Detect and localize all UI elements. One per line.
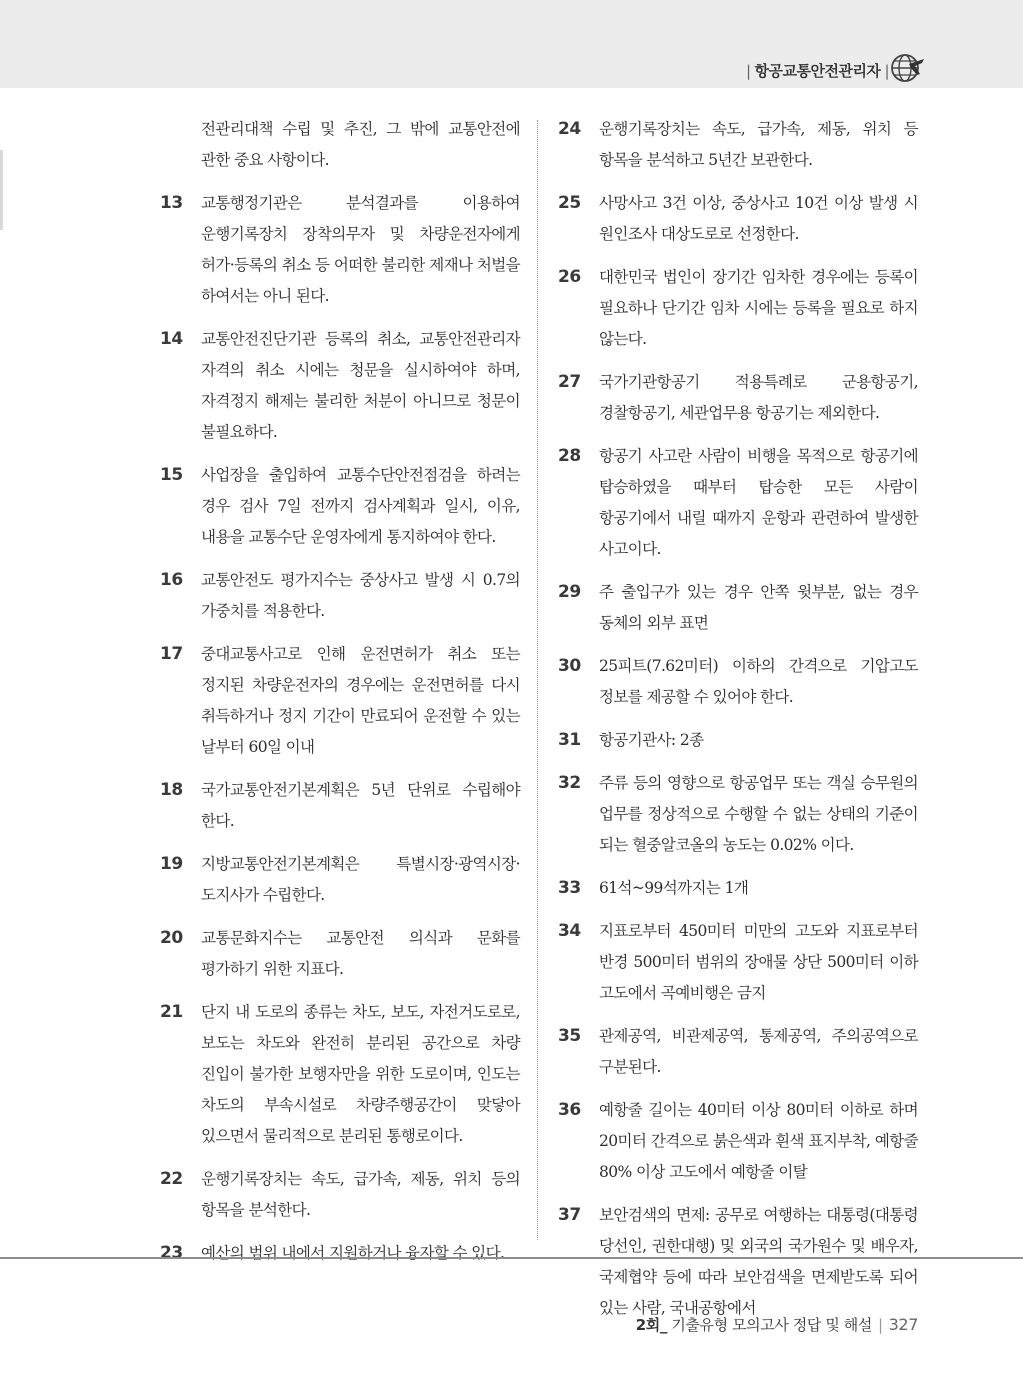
item-text: 교통행정기관은 분석결과를 이용하여 운행기록장치 장착의무자 및 차량운전자에게 허가·등록의 취소 등 어떠한 불리한 제재나 처벌을 하여서는 아니 된다. bbox=[201, 194, 520, 305]
list-item bbox=[558, 114, 918, 176]
list-item bbox=[558, 577, 918, 639]
item-text: 국가기관항공기 적용특례로 군용항공기, 경찰항공기, 세관업무용 항공기는 제외한다. bbox=[599, 373, 918, 422]
item-text: 61석~99석까지는 1개 bbox=[599, 879, 749, 897]
list-item bbox=[558, 262, 918, 355]
item-number: 21 bbox=[160, 1002, 183, 1022]
item-number: 34 bbox=[558, 921, 581, 941]
list-item bbox=[558, 725, 918, 756]
column-divider bbox=[537, 120, 538, 1240]
list-item bbox=[160, 1164, 520, 1226]
item-number: 25 bbox=[558, 193, 581, 213]
item-number: 16 bbox=[160, 570, 183, 590]
list-item bbox=[160, 775, 520, 837]
item-number: 13 bbox=[160, 193, 183, 213]
item-text: 교통안전진단기관 등록의 취소, 교통안전관리자 자격의 취소 시에는 청문을 실시하여야 하며, 자격정지 해제는 불리한 처분이 아니므로 청문이 불필요하다. bbox=[201, 330, 520, 441]
list-item bbox=[558, 441, 918, 565]
list-item bbox=[160, 639, 520, 763]
item-number: 17 bbox=[160, 644, 183, 664]
item-text: 항공기 사고란 사람이 비행을 목적으로 항공기에 탑승하였을 때부터 탑승한 모든 사람이 항공기에서 내릴 때까지 운항과 관련하여 발생한 사고이다. bbox=[599, 447, 918, 558]
item-number: 36 bbox=[558, 1100, 581, 1120]
item-text: 관제공역, 비관제공역, 통제공역, 주의공역으로 구분된다. bbox=[599, 1027, 918, 1076]
list-item bbox=[558, 873, 918, 904]
list-item bbox=[160, 849, 520, 911]
list-item bbox=[558, 768, 918, 861]
left-column bbox=[160, 114, 520, 1281]
page-footer: 2회_ 기출유형 모의고사 정답 및 해설 | 327 bbox=[635, 1315, 918, 1334]
item-text: 중대교통사고로 인해 운전면허가 취소 또는 정지된 차량운전자의 경우에는 운전면허를 다시 취득하거나 정지 기간이 만료되어 운전할 수 있는 날부터 60일 이내 bbox=[201, 645, 520, 756]
item-text: 항공기관사: 2종 bbox=[599, 731, 704, 749]
item-number: 29 bbox=[558, 582, 581, 602]
list-item bbox=[160, 565, 520, 627]
item-text: 주류 등의 영향으로 항공업무 또는 객실 승무원의 업무를 정상적으로 수행할 수 없는 상태의 기준이 되는 혈중알코올의 농도는 0.02% 이다. bbox=[599, 774, 918, 854]
item-text: 교통문화지수는 교통안전 의식과 문화를 평가하기 위한 지표다. bbox=[201, 929, 520, 978]
item-number: 37 bbox=[558, 1205, 581, 1225]
item-text: 보안검색의 면제: 공무로 여행하는 대통령(대통령 당선인, 권한대행) 및 외국의 국가원수 및 배우자, 국제협약 등에 따라 보안검색을 면제받도록 되어 있는 사람, 국내공항에서 bbox=[599, 1206, 918, 1317]
list-item bbox=[558, 1021, 918, 1083]
item-number: 32 bbox=[558, 773, 581, 793]
item-number: 31 bbox=[558, 730, 581, 750]
item-number: 23 bbox=[160, 1243, 183, 1263]
footer-rule bbox=[0, 1257, 1023, 1259]
item-number: 26 bbox=[558, 267, 581, 287]
edge-tab-mark bbox=[0, 150, 3, 230]
item-number: 30 bbox=[558, 656, 581, 676]
list-item bbox=[558, 188, 918, 250]
globe-airplane-icon bbox=[889, 50, 925, 86]
item-text: 대한민국 법인이 장기간 임차한 경우에는 등록이 필요하나 단기간 임차 시에는 등록을 필요로 하지 않는다. bbox=[599, 268, 918, 348]
list-item bbox=[160, 324, 520, 448]
item-text: 예산의 범위 내에서 지원하거나 융자할 수 있다. bbox=[201, 1244, 505, 1262]
item-text: 지표로부터 450미터 미만의 고도와 지표로부터 반경 500미터 범위의 장애물 상단 500미터 이하 고도에서 곡예비행은 금지 bbox=[599, 922, 918, 1002]
list-item bbox=[160, 1238, 520, 1269]
list-item-continuation bbox=[160, 114, 520, 176]
item-text: 주 출입구가 있는 경우 안쪽 윗부분, 없는 경우 동체의 외부 표면 bbox=[599, 583, 918, 632]
footer-title: 기출유형 모의고사 정답 및 해설 bbox=[671, 1316, 872, 1334]
list-item bbox=[558, 916, 918, 1009]
item-text: 운행기록장치는 속도, 급가속, 제동, 위치 등의 항목을 분석한다. bbox=[201, 1170, 520, 1219]
item-number: 14 bbox=[160, 329, 183, 349]
item-text: 사업장을 출입하여 교통수단안전점검을 하려는 경우 검사 7일 전까지 검사계획과 일시, 이유, 내용을 교통수단 운영자에게 통지하여야 한다. bbox=[201, 466, 520, 546]
item-number: 22 bbox=[160, 1169, 183, 1189]
list-item bbox=[558, 651, 918, 713]
item-number: 24 bbox=[558, 119, 581, 139]
list-item bbox=[160, 188, 520, 312]
item-number: 20 bbox=[160, 928, 183, 948]
item-number: 27 bbox=[558, 372, 581, 392]
list-item bbox=[160, 997, 520, 1152]
item-number: 33 bbox=[558, 878, 581, 898]
item-number: 35 bbox=[558, 1026, 581, 1046]
list-item bbox=[558, 1095, 918, 1188]
item-text: 단지 내 도로의 종류는 차도, 보도, 자전거도로로, 보도는 차도와 완전히 분리된 공간으로 차량 진입이 불가한 보행자만을 위한 도로이며, 인도는 차도의 부속시설로 차량주행공간이 맞닿아 있으면서 물리적으로 분리된 통행로이다. bbox=[201, 1003, 520, 1145]
running-header: | 항공교통안전관리자 | bbox=[745, 62, 889, 80]
item-text: 사망사고 3건 이상, 중상사고 10건 이상 발생 시 원인조사 대상도로로 선정한다. bbox=[599, 194, 918, 243]
item-text: 예항줄 길이는 40미터 이상 80미터 이하로 하며 20미터 간격으로 붉은색과 흰색 표지부착, 예항줄 80% 이상 고도에서 예항줄 이탈 bbox=[599, 1101, 918, 1181]
page-number: 327 bbox=[888, 1315, 918, 1334]
item-text: 교통안전도 평가지수는 중상사고 발생 시 0.7의 가중치를 적용한다. bbox=[201, 571, 520, 620]
item-text: 지방교통안전기본계획은 특별시장·광역시장·도지사가 수립한다. bbox=[201, 855, 520, 904]
list-item bbox=[160, 460, 520, 553]
item-number: 19 bbox=[160, 854, 183, 874]
item-text: 25피트(7.62미터) 이하의 간격으로 기압고도 정보를 제공할 수 있어야 한다. bbox=[599, 657, 918, 706]
item-text: 전관리대책 수립 및 추진, 그 밖에 교통안전에 관한 중요 사항이다. bbox=[201, 120, 520, 169]
item-number: 18 bbox=[160, 780, 183, 800]
list-item bbox=[558, 367, 918, 429]
item-text: 운행기록장치는 속도, 급가속, 제동, 위치 등 항목을 분석하고 5년간 보관한다. bbox=[599, 120, 918, 169]
list-item bbox=[558, 1200, 918, 1324]
item-number: 28 bbox=[558, 446, 581, 466]
right-column bbox=[558, 114, 918, 1336]
header-title: 항공교통안전관리자 bbox=[754, 62, 881, 80]
item-text: 국가교통안전기본계획은 5년 단위로 수립해야 한다. bbox=[201, 781, 520, 830]
item-number: 15 bbox=[160, 465, 183, 485]
list-item bbox=[160, 923, 520, 985]
footer-session: 2회_ bbox=[635, 1316, 667, 1334]
